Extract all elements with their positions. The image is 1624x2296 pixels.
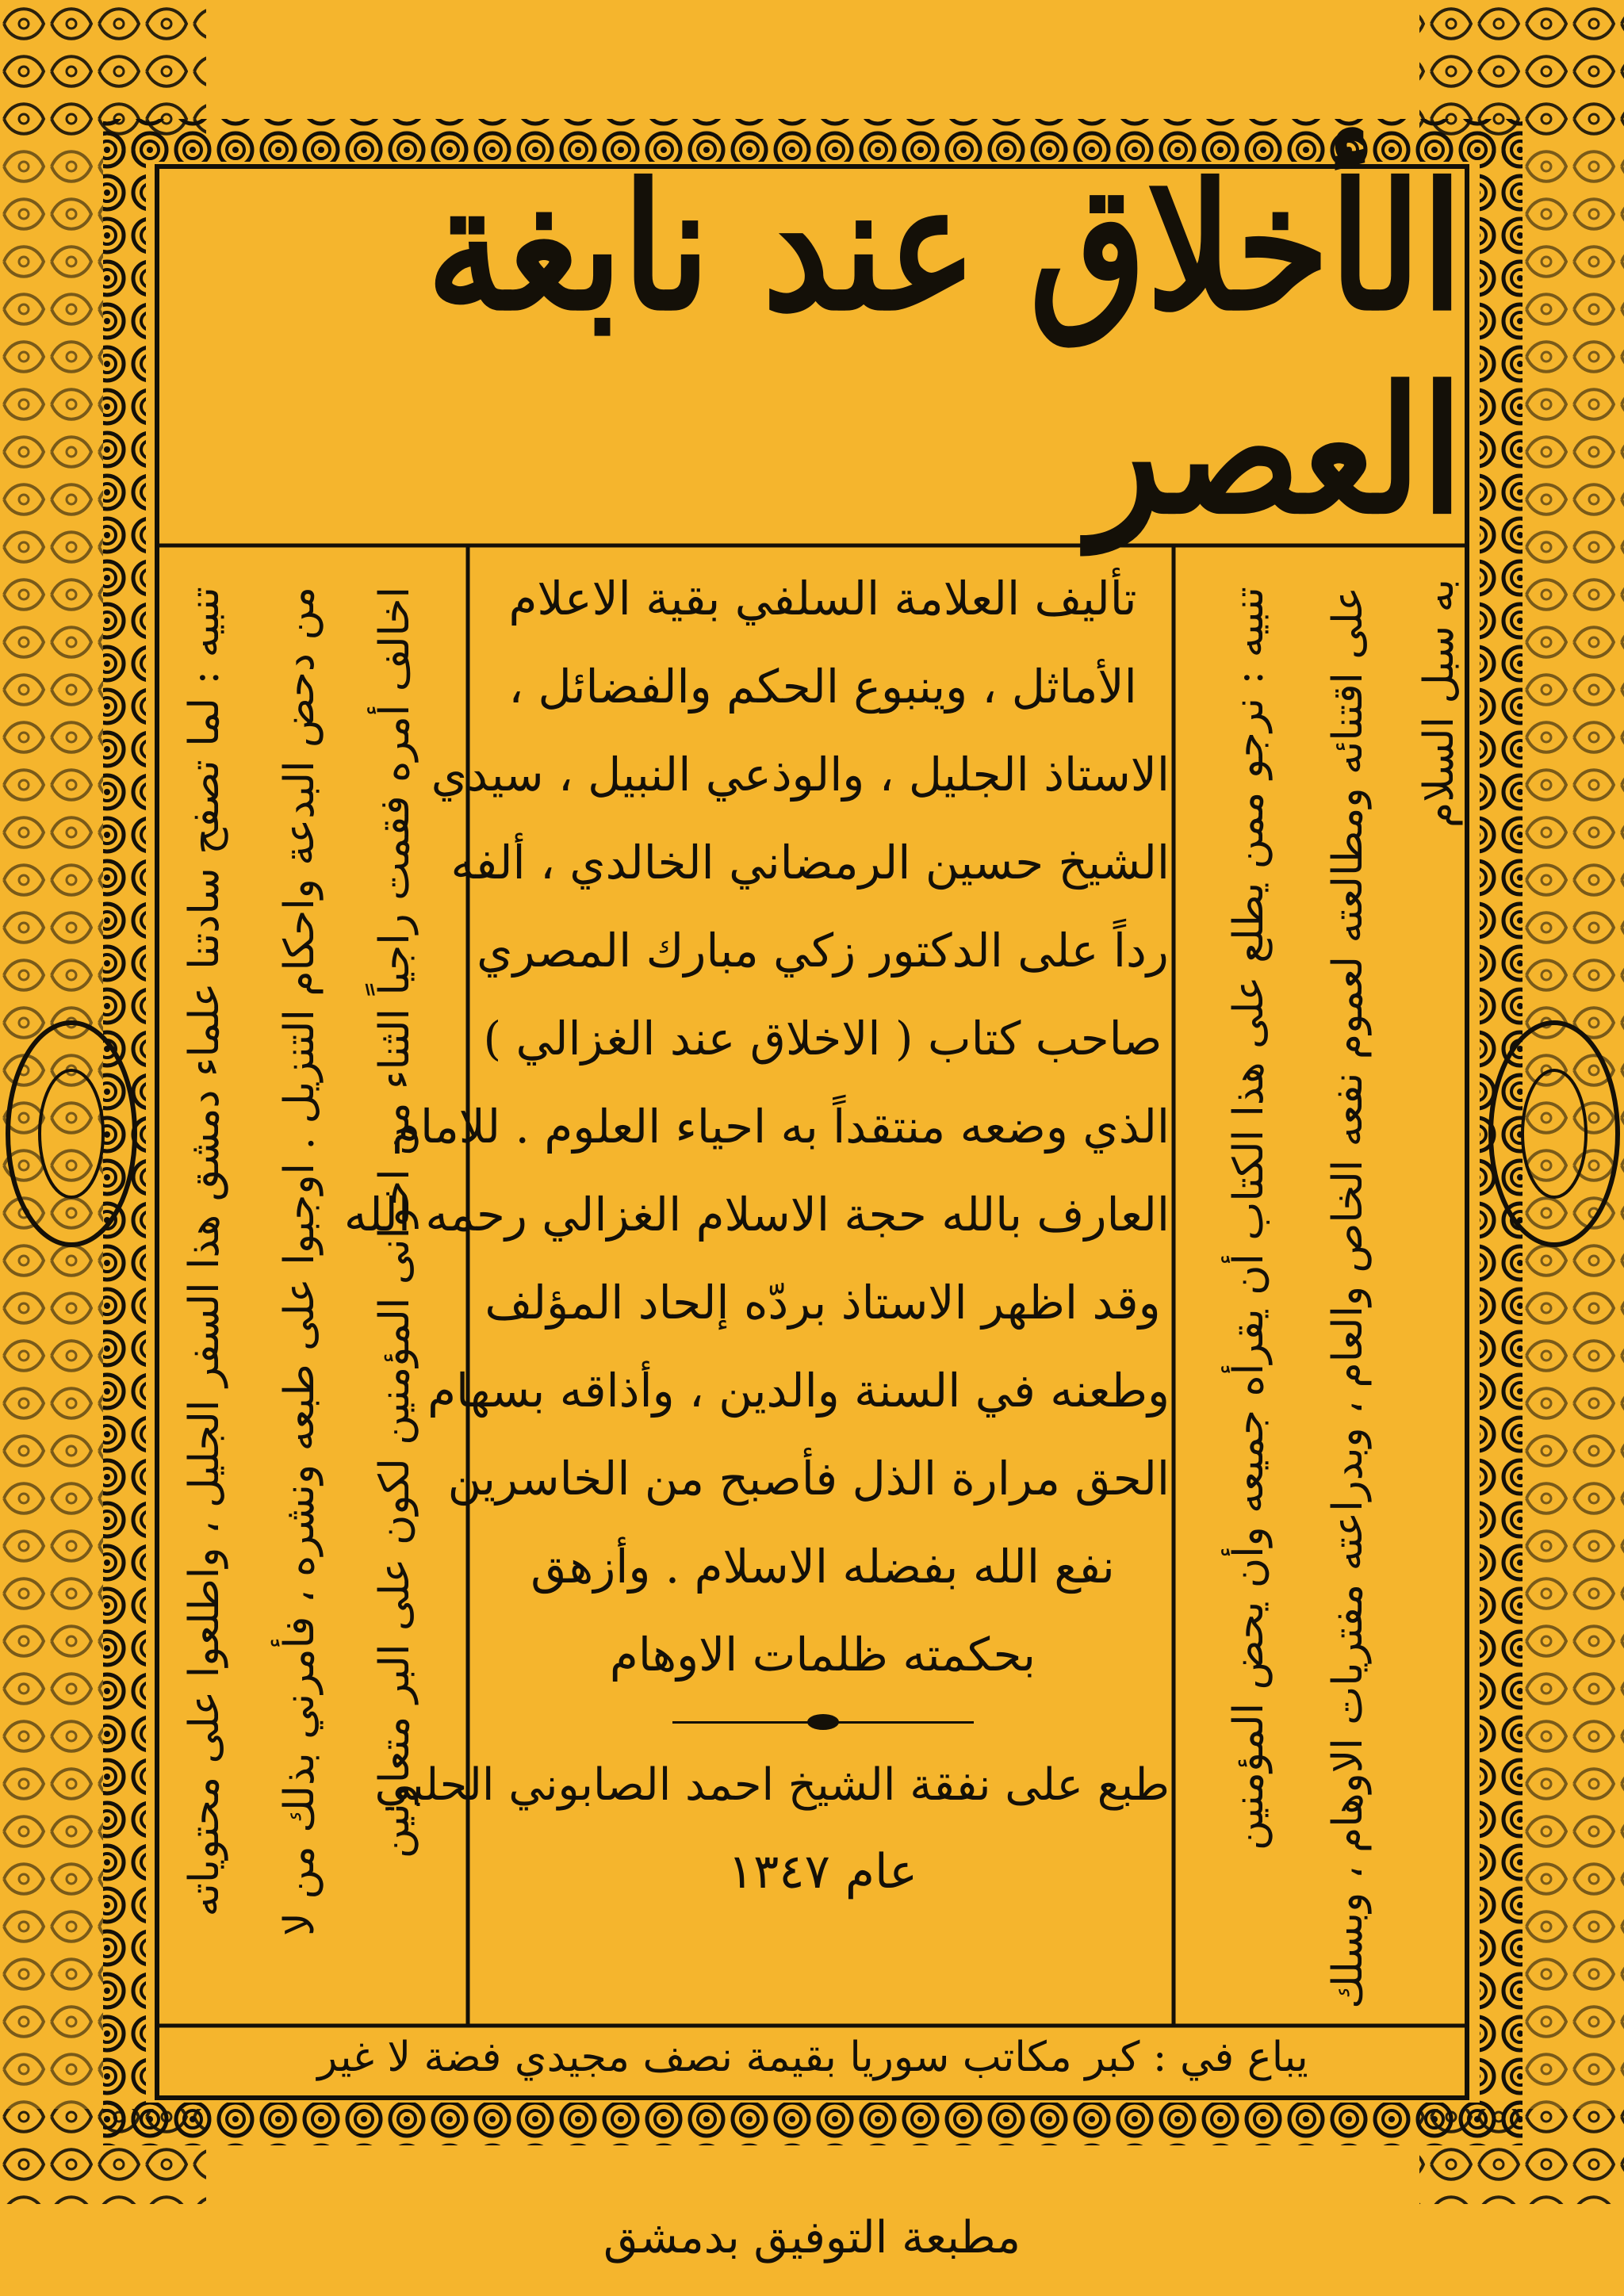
right-note-line: على اقتنائه ومطالعته لعموم نفعه الخاص والعام ، وبدراعته مفتريات الاوهام ، وبسلك: [1324, 587, 1372, 2009]
right-note-line: به سبل السلام: [1415, 579, 1463, 828]
ornamental-separator: [672, 1721, 974, 1724]
right-note-line: تنبيه : نرجو ممن يطلع على هذا الكتاب أن يقرأه جميعه وأن يحض المؤمنين: [1225, 587, 1273, 1850]
publication-year: عام ١٣٤٧: [727, 1844, 918, 1900]
author-line: صاحب كتاب ( الاخلاق عند الغزالي ): [483, 1012, 1162, 1066]
author-line: العارف بالله حجة الاسلام الغزالي رحمه الله: [343, 1188, 1170, 1242]
author-line: تأليف العلامة السلفي بقية الاعلام: [508, 572, 1137, 626]
author-line: رداً على الدكتور زكي مبارك المصري: [477, 924, 1169, 978]
left-note-line: تنبيه : لما تصفح سادتنا علماء دمشق هذا السفر الجليل ، واطلعوا على محتوياته: [181, 587, 228, 1917]
sale-notice: يباع في : كبر مكاتب سوريا بقيمة نصف مجيدي فضة لا غير: [317, 2034, 1308, 2081]
author-line: الاستاذ الجليل ، والوذعي النبيل ، سيدي: [431, 748, 1170, 802]
author-line: الحق مرارة الذل فأصبح من الخاسرين: [447, 1452, 1170, 1506]
author-line: الذي وضعه منتقداً به احياء العلوم . للامام: [392, 1100, 1170, 1154]
author-line: وطعنه في السنة والدين ، وأذاقه بسهام: [427, 1364, 1170, 1418]
left-note-line: اخالف أمره فقمت راجياً الثناء من اخوانى المؤمنين لكون على البر متعاونين: [371, 587, 419, 1859]
author-line: الشيخ حسين الرمضاني الخالدي ، ألفه: [450, 836, 1170, 890]
author-line: وقد اظهر الاستاذ بردّه إلحاد المؤلف: [485, 1276, 1161, 1330]
left-note-line: من دحض البدعة واحكام التنزيل . اوجبوا على طبعه ونشره ، فأمرني بذلك من لا: [276, 587, 324, 1936]
printed-by: طبع على نفقة الشيخ احمد الصابوني الحلبي: [374, 1759, 1170, 1811]
printing-press: مطبعة التوفيق بدمشق: [603, 2212, 1021, 2263]
title-panel: [163, 145, 1463, 553]
author-line: الأماثل ، وينبوع الحكم والفضائل ،: [508, 660, 1137, 714]
author-line: نفع الله بفضله الاسلام . وأزهق: [530, 1540, 1115, 1594]
author-line: بحكمته ظلمات الاوهام: [609, 1628, 1036, 1682]
book-title: الأخلاق عند نابغة العصر: [427, 145, 1463, 553]
